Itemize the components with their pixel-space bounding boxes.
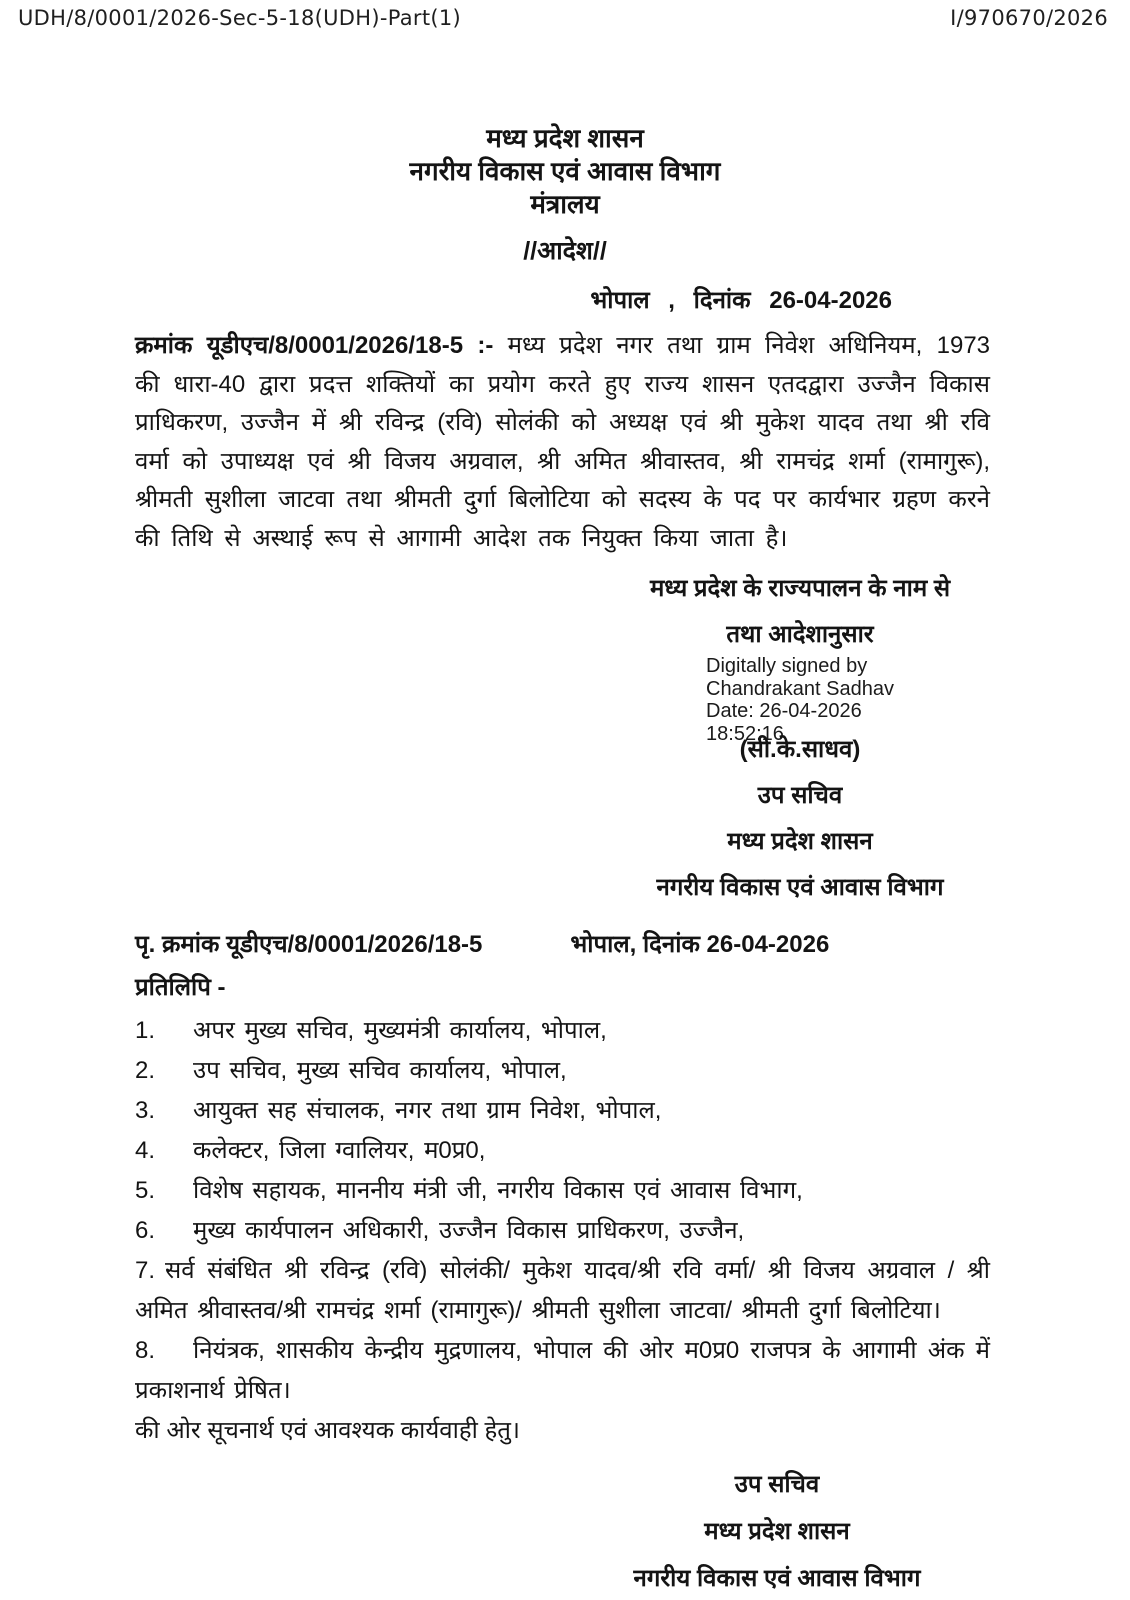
signatory-designation: उप सचिव [757, 781, 843, 809]
copy-list [135, 1011, 990, 1411]
signature-as-ordered: तथा आदेशानुसार [726, 621, 874, 648]
letterhead-ministry: मंत्रालय [530, 189, 600, 219]
footer-signature-block [542, 1467, 1012, 1594]
copy-item-text: विशेष सहायक, माननीय मंत्री जी, नगरीय विकास एवं आवास विभाग, [193, 1176, 803, 1204]
file-number-bar [0, 0, 1130, 30]
copy-item [135, 1171, 990, 1211]
digital-signature-line3: Date: 26-04-2026 [706, 700, 862, 722]
copy-item-number: 3. [135, 1096, 156, 1124]
file-number-right: I/970670/2026 [950, 6, 1108, 30]
file-number-left: UDH/8/0001/2026-Sec-5-18(UDH)-Part(1) [18, 6, 462, 30]
signature-block [600, 571, 1000, 903]
copy-item [135, 1211, 990, 1251]
letterhead-government: मध्य प्रदेश शासन [486, 123, 644, 153]
copy-item-text: अपर मुख्य सचिव, मुख्यमंत्री कार्यालय, भोपाल, [193, 1016, 607, 1044]
copy-item-number: 4. [135, 1136, 156, 1164]
digital-signature-line1: Digitally signed by [706, 655, 868, 677]
letterhead-department: नगरीय विकास एवं आवास विभाग [409, 156, 721, 186]
footer-department: नगरीय विकास एवं आवास विभाग [633, 1564, 921, 1592]
copy-item-text: कलेक्टर, जिला ग्वालियर, म0प्र0, [193, 1136, 486, 1164]
endorsement-reference: पृ. क्रमांक यूडीएच/8/0001/2026/18-5 [135, 930, 483, 958]
copy-item [135, 1091, 990, 1131]
tail-note: की ओर सूचनार्थ एवं आवश्यक कार्यवाही हेतु। [135, 1416, 521, 1444]
copy-item-number: 8. [135, 1336, 156, 1364]
copy-item-number: 1. [135, 1016, 156, 1044]
copy-item-text: सर्व संबंधित श्री रविन्द्र (रवि) सोलंकी/ मुकेश यादव/श्री रवि वर्मा/ श्री विजय अग्रवाल / श्री अमित श्रीवास्तव/श्री रामचंद्र शर्मा (रामागुरू)/ श्रीमती सुशीला जाटवा/ श्रीमती दुर्गा बिलोटिया। [135, 1256, 990, 1324]
copy-item [135, 1051, 990, 1091]
signatory-government: मध्य प्रदेश शासन [727, 827, 873, 855]
copy-item [135, 1331, 990, 1411]
signature-on-behalf: मध्य प्रदेश के राज्यपालन के नाम से [649, 575, 951, 602]
copy-item-number: 2. [135, 1056, 156, 1084]
endorsement-line [135, 927, 1130, 960]
copy-item [135, 1131, 990, 1171]
copy-item-text: मुख्य कार्यपालन अधिकारी, उज्जैन विकास प्राधिकरण, उज्जैन, [193, 1216, 745, 1244]
footer-government: मध्य प्रदेश शासन [704, 1517, 850, 1545]
digital-signature-line2: Chandrakant Sadhav [706, 677, 894, 700]
order-body-text: मध्य प्रदेश नगर तथा ग्राम निवेश अधिनियम, 1973 की धारा-40 द्वारा प्रदत्त शक्तियों का प्रयोग करते हुए राज्य शासन एतदद्वारा उज्जैन विकास प्राधिकरण, उज्जैन में श्री रविन्द्र (रवि) सोलंकी को अध्यक्ष एवं श्री मुकेश यादव तथा श्री रवि वर्मा को उपाध्यक्ष एवं श्री विजय अग्रवाल, श्री अमित श्रीवास्तव, श्री रामचंद्र शर्मा (रामागुरू), श्रीमती सुशीला जाटवा तथा श्रीमती दुर्गा बिलोटिया को सदस्य के पद पर कार्यभार ग्रहण करने की तिथि से अस्थाई रूप से आगामी आदेश तक नियुक्त किया जाता है। [135, 332, 991, 552]
order-paragraph [135, 327, 990, 558]
place-dateline: भोपाल , दिनांक 26-04-2026 [590, 287, 892, 314]
copy-item [135, 1251, 990, 1331]
copy-item-text: आयुक्त सह संचालक, नगर तथा ग्राम निवेश, भोपाल, [193, 1096, 662, 1124]
order-reference-number: क्रमांक यूडीएच/8/0001/2026/18-5 :- [135, 332, 494, 359]
copy-item [135, 1011, 990, 1051]
copy-to-label: प्रतिलिपि - [135, 973, 226, 1001]
footer-designation: उप सचिव [734, 1470, 820, 1498]
copy-item-number: 6. [135, 1216, 156, 1244]
copy-item-text: उप सचिव, मुख्य सचिव कार्यालय, भोपाल, [193, 1056, 567, 1084]
digital-signature-line4: 18:52:16 [706, 722, 784, 745]
order-heading: //आदेश// [523, 237, 607, 265]
letterhead [0, 122, 1130, 221]
signatory-department: नगरीय विकास एवं आवास विभाग [656, 873, 944, 901]
copy-item-number: 5. [135, 1176, 156, 1204]
copy-item-text: नियंत्रक, शासकीय केन्द्रीय मुद्रणालय, भोपाल की ओर म0प्र0 राजपत्र के आगामी अंक में प्रकाशनार्थ प्रेषित। [135, 1336, 990, 1404]
signatory-name: (सी.के.साधव) [739, 735, 861, 763]
endorsement-place-date: भोपाल, दिनांक 26-04-2026 [570, 930, 830, 958]
copy-item-number: 7. [135, 1256, 156, 1284]
